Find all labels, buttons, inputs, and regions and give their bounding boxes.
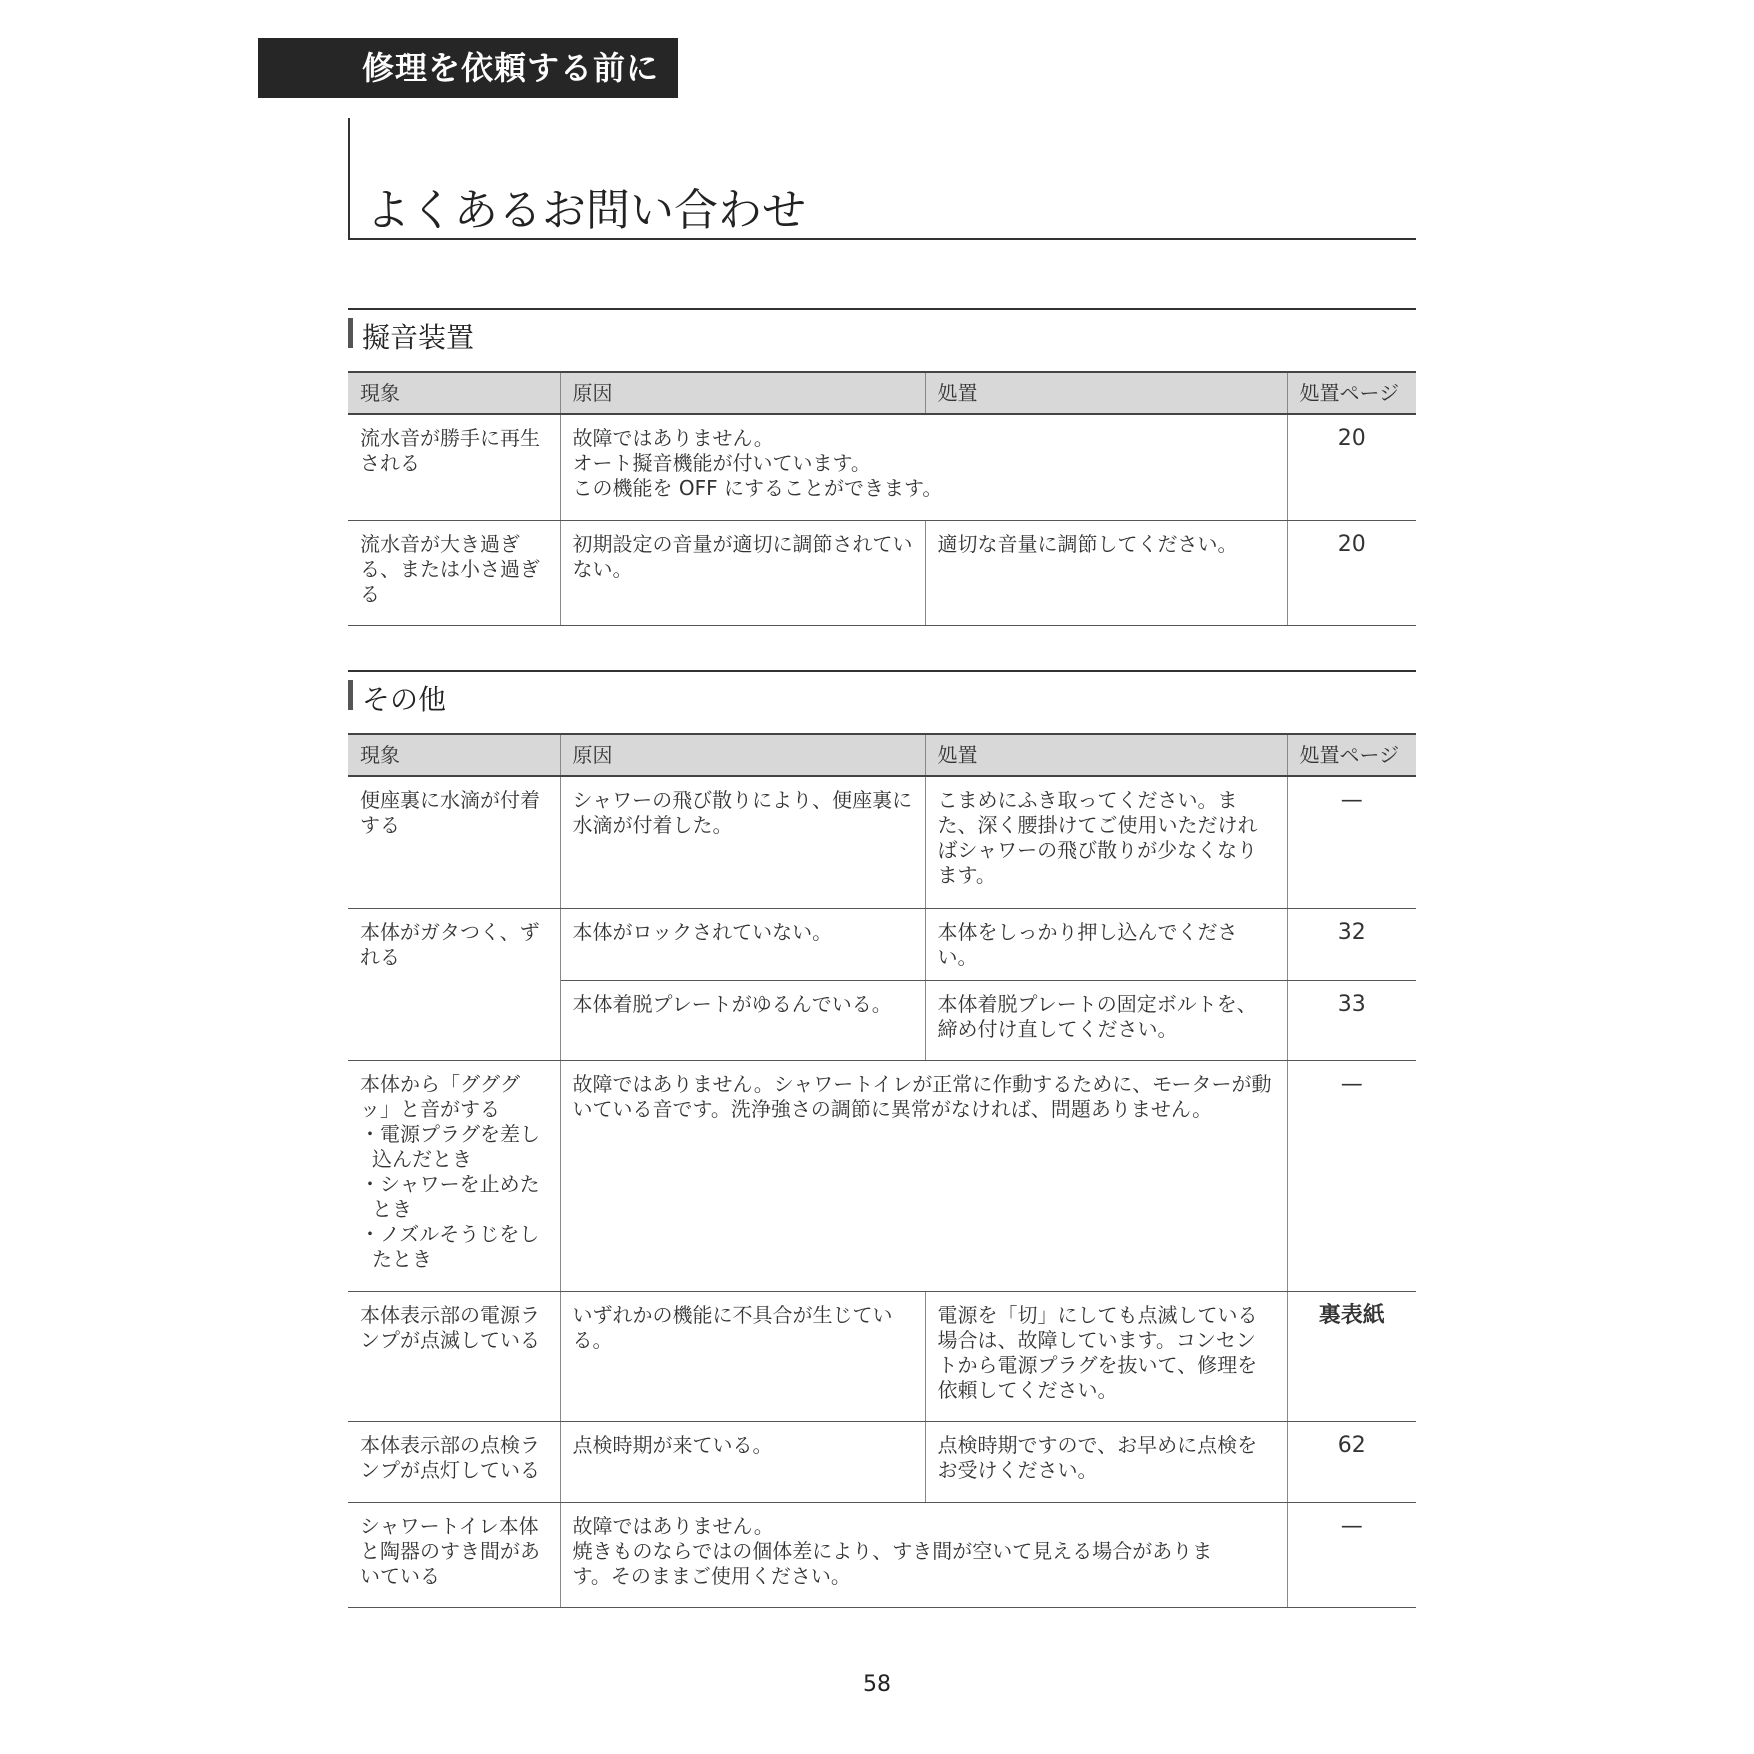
page-number: 58: [863, 1672, 891, 1697]
cell-line: 故障ではありません。: [572, 1513, 774, 1538]
page-reference: 裏表紙: [1287, 1291, 1416, 1421]
bullet-item: ・ノズルそうじをしたとき: [360, 1221, 540, 1271]
symptom-cell: 便座裏に水滴が付着する: [348, 776, 560, 908]
table-row: [348, 1421, 1416, 1502]
table-header-row: [348, 734, 1416, 776]
remedy-cell: こまめにふき取ってください。また、深く腰掛けてご使用いただければシャワーの飛び散りが少なくなります。: [925, 776, 1287, 908]
bullet-item: ・電源プラグを差し込んだとき: [360, 1121, 540, 1171]
remedy-cell: 電源を「切」にしても点滅している場合は、故障しています。コンセントから電源プラグを抜いて、修理を依頼してください。: [925, 1291, 1287, 1421]
cause-cell: シャワーの飛び散りにより、便座裏に水滴が付着した。: [560, 776, 925, 908]
table-header-row: [348, 372, 1416, 414]
table-row: [348, 1502, 1416, 1607]
table-row: [348, 520, 1416, 625]
table-row: [348, 1291, 1416, 1421]
column-header-page: 処置ページ: [1287, 372, 1416, 414]
symptom-cell: 本体表示部の点検ランプが点灯している: [348, 1421, 560, 1502]
column-header-page: 処置ページ: [1287, 734, 1416, 776]
faq-table-sound: [348, 371, 1416, 626]
column-header-remedy: 処置: [925, 734, 1287, 776]
section-heading-other: [348, 670, 1416, 716]
merged-cause-remedy-cell: [560, 1502, 1287, 1607]
merged-cause-remedy-cell: 故障ではありません。シャワートイレが正常に作動するために、モーターが動いている音です。洗浄強さの調節に異常がなければ、問題ありません。: [560, 1060, 1287, 1291]
section-marker: [348, 318, 353, 348]
cause-cell: 本体がロックされていない。: [560, 908, 925, 980]
cause-cell: いずれかの機能に不具合が生じている。: [560, 1291, 925, 1421]
table-row: [348, 414, 1416, 520]
remedy-cell: 適切な音量に調節してください。: [925, 520, 1287, 625]
page-reference: —: [1287, 1060, 1416, 1291]
cause-cell: 本体着脱プレートがゆるんでいる。: [560, 980, 925, 1060]
cause-cell: 初期設定の音量が適切に調節されていない。: [560, 520, 925, 625]
column-header-symptom: 現象: [348, 372, 560, 414]
table-row: [348, 908, 1416, 980]
column-header-cause: 原因: [560, 372, 925, 414]
bullet-item: ・シャワーを止めたとき: [360, 1171, 540, 1221]
faq-table-other: [348, 733, 1416, 1608]
chapter-banner: 修理を依頼する前に: [258, 38, 678, 98]
merged-cause-remedy-cell: [560, 414, 1287, 520]
column-header-cause: 原因: [560, 734, 925, 776]
column-header-symptom: 現象: [348, 734, 560, 776]
cell-line: 本体から「グググッ」と音がする: [360, 1071, 520, 1121]
remedy-cell: 本体をしっかり押し込んでください。: [925, 908, 1287, 980]
page-reference: 33: [1287, 980, 1416, 1060]
page-reference: 62: [1287, 1421, 1416, 1502]
cell-line: この機能を OFF にすることができます。: [572, 476, 943, 500]
page-reference: 20: [1287, 520, 1416, 625]
symptom-cell: シャワートイレ本体と陶器のすき間があいている: [348, 1502, 560, 1607]
page-reference: —: [1287, 776, 1416, 908]
symptom-cell: [348, 1060, 560, 1291]
section-heading-sound: [348, 308, 1416, 354]
section-title: その他: [362, 683, 447, 716]
symptom-cell: 本体がガタつく、ずれる: [348, 908, 560, 1060]
symptom-cell: 本体表示部の電源ランプが点滅している: [348, 1291, 560, 1421]
page-reference: 32: [1287, 908, 1416, 980]
symptom-cell: 流水音が勝手に再生される: [348, 414, 560, 520]
page-title-frame: [348, 118, 1416, 240]
cell-line: 故障ではありません。: [572, 426, 774, 450]
cell-line: オート擬音機能が付いています。: [572, 451, 871, 475]
cause-cell: 点検時期が来ている。: [560, 1421, 925, 1502]
page-reference: 20: [1287, 414, 1416, 520]
table-row: [348, 776, 1416, 908]
page-title: よくあるお問い合わせ: [366, 185, 806, 236]
section-title: 擬音装置: [362, 321, 475, 354]
section-marker: [348, 680, 353, 710]
symptom-cell: 流水音が大き過ぎる、または小さ過ぎる: [348, 520, 560, 625]
remedy-cell: 点検時期ですので、お早めに点検をお受けください。: [925, 1421, 1287, 1502]
remedy-cell: 本体着脱プレートの固定ボルトを、締め付け直してください。: [925, 980, 1287, 1060]
table-row: [348, 1060, 1416, 1291]
page-reference: —: [1287, 1502, 1416, 1607]
cell-line: 焼きものならではの個体差により、すき間が空いて見える場合があります。そのままご使用ください。: [572, 1538, 1213, 1588]
column-header-remedy: 処置: [925, 372, 1287, 414]
